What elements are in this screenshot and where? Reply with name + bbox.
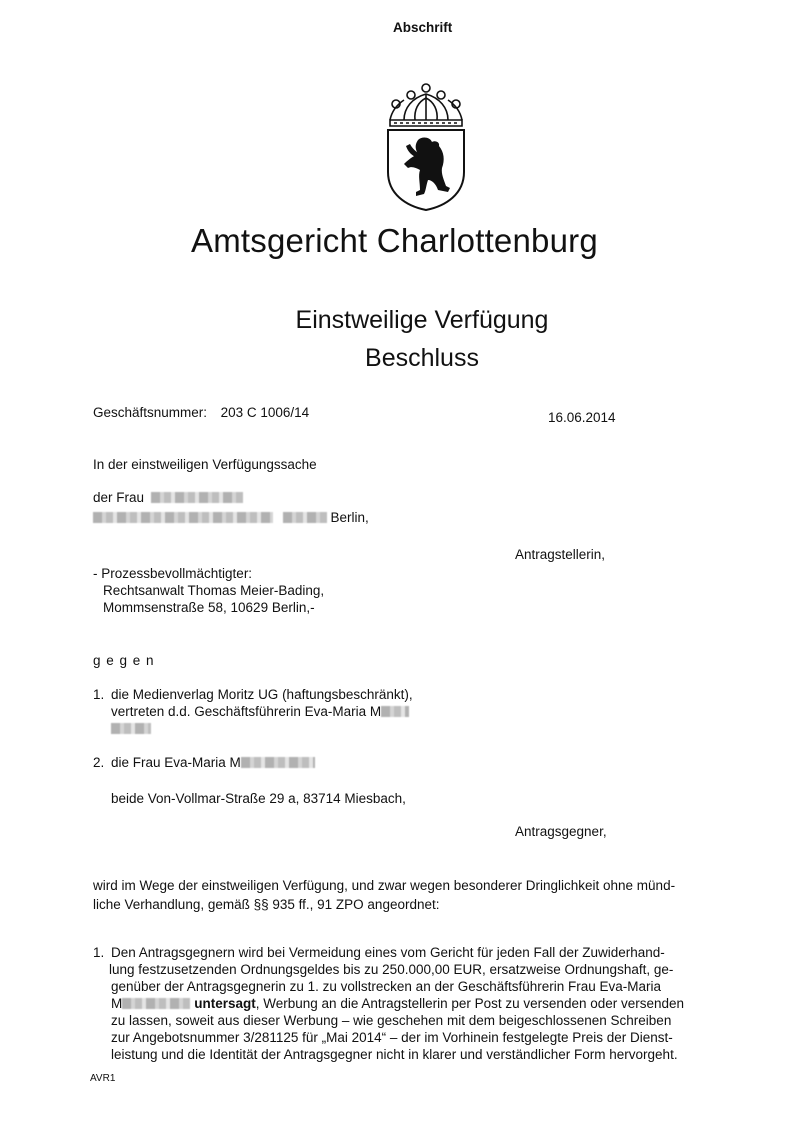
redacted-surname [122,998,190,1009]
order-item-1-line1: Den Antragsgegnern wird bei Vermeidung eines vom Gericht für jeden Fall der Zuwiderhand- [111,945,665,960]
redacted-street [93,512,273,523]
respondent-1-representative: vertreten d.d. Geschäftsführerin Eva-Maria M [111,704,382,719]
respondent-1-line1: die Medienverlag Moritz UG (haftungsbeschränkt), [111,687,413,702]
applicant-line [93,489,243,506]
document-title: Einstweilige Verfügung [295,306,549,334]
berlin-coat-of-arms-icon [382,82,470,212]
respondent-1-num: 1. [93,687,105,702]
order-item-1-line4-prefix: M [111,996,123,1011]
order-item-1-line2: lung festzusetzenden Ordnungsgeldes bis zu 250.000,00 EUR, ersatzweise Ordnungshaft, ge- [109,962,674,977]
order-item-1-line6: zur Angebotsnummer 3/281125 für „Mai 2014“ – der im Vorhinein festgelegte Preis der Dienst- [111,1030,673,1045]
order-item-1-num: 1. [93,945,105,960]
respondent-2-num: 2. [93,755,105,770]
redacted-name [151,492,243,503]
order-item-1-line4-rest: , Werbung an die Antragstellerin per Post zu versenden oder versenden [255,996,685,1011]
applicant-city: Berlin, [330,510,369,525]
counsel-address: Mommsenstraße 58, 10629 Berlin,- [103,600,315,615]
order-item-1-text [111,944,711,1063]
document-subtitle: Beschluss [365,344,479,372]
order-item-1-line7: leistung und die Identität der Antragsgegner nicht in klarer und verständlicher Form hervorgeht. [111,1047,678,1062]
respondent-1-line2 [111,703,409,720]
applicant-address-line [93,509,369,526]
order-item-1-line4 [111,995,711,1012]
redacted-surname [241,757,315,768]
respondent-2-name: die Frau Eva-Maria M [111,755,241,770]
respondent-1-line3 [111,720,151,737]
counsel-label: - Prozessbevollmächtigter: [93,566,253,581]
order-item-1-line5: zu lassen, soweit aus dieser Werbung – wie geschehen mit dem beigeschlossenen Schreiben [111,1013,672,1028]
case-number-row [93,404,309,421]
proceedings-intro: In der einstweiligen Verfügungssache [93,457,317,472]
redacted-surname [381,706,409,717]
order-intro-line2: liche Verhandlung, gemäß §§ 935 ff., 91 ZPO angeordnet: [93,897,440,912]
order-intro-line1: wird im Wege der einstweiligen Verfügung, und zwar wegen besonderer Dringlichkeit ohne münd- [93,878,676,893]
document-date: 16.06.2014 [548,410,616,425]
court-name: Amtsgericht Charlottenburg [191,222,598,259]
order-item-1-line3: genüber der Antragsgegnerin zu 1. zu vollstrecken an der Geschäftsführerin Frau Eva-Maria [111,979,662,994]
against-label: g e g e n [93,653,155,668]
counsel-name: Rechtsanwalt Thomas Meier-Bading, [103,583,325,598]
case-number: 203 C 1006/14 [220,405,310,420]
applicant-role: Antragstellerin, [515,547,606,562]
copy-label: Abschrift [393,20,453,35]
redacted-surname-continued [111,723,151,734]
respondent-role: Antragsgegner, [515,824,607,839]
form-code: AVR1 [90,1073,116,1084]
respondent-2-line [111,754,315,771]
respondents-address: beide Von-Vollmar-Straße 29 a, 83714 Miesbach, [111,791,406,806]
applicant-prefix: der Frau [93,490,145,505]
case-number-label: Geschäftsnummer: [93,405,208,420]
order-item-1-prohibited: untersagt [194,996,256,1011]
redacted-postcode [283,512,327,523]
